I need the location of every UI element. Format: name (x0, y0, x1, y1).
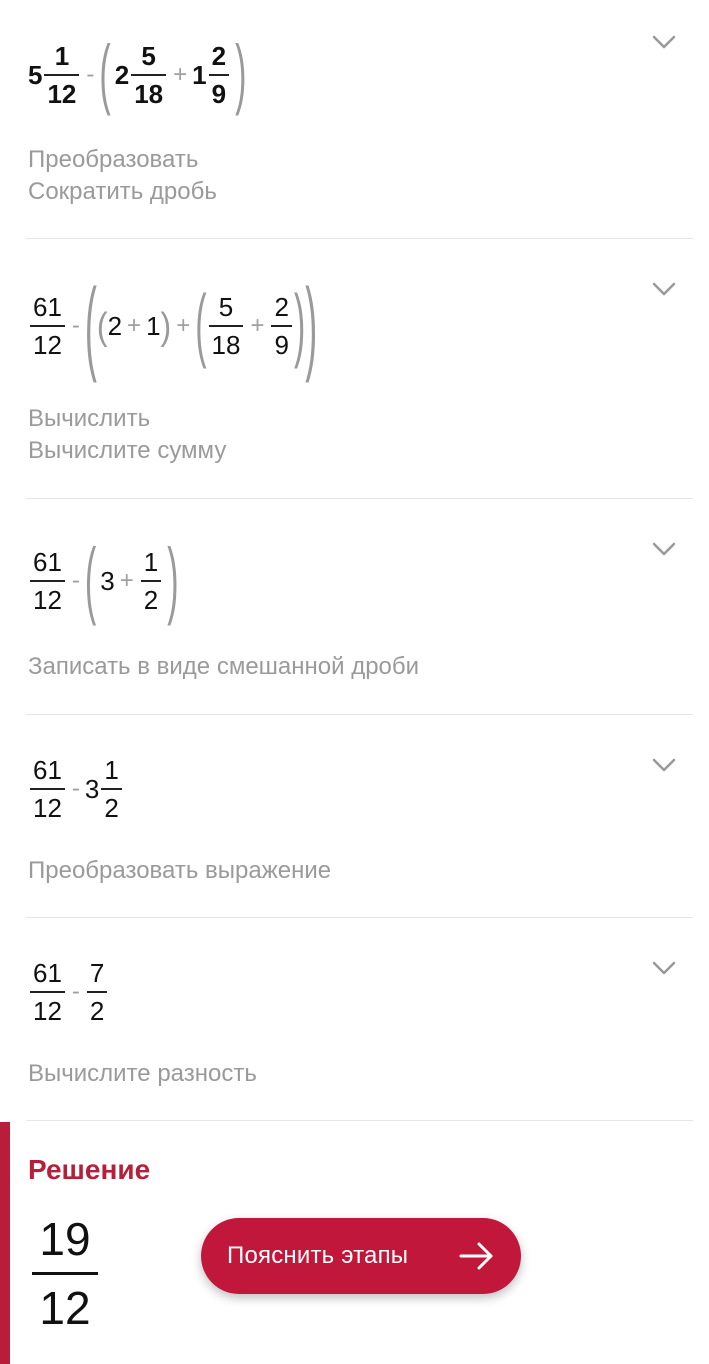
step-title: Преобразовать (28, 146, 199, 173)
close-paren: ) (305, 265, 318, 384)
open-paren: ( (99, 30, 111, 118)
close-paren: ) (167, 532, 179, 628)
solution-accent-bar (0, 1122, 10, 1364)
step-subtitle: Сократить дробь (28, 178, 217, 205)
step-title: Записать в виде смешанной дроби (28, 653, 420, 680)
solution-panel (0, 1122, 709, 1364)
step-4 (0, 715, 709, 918)
fraction: $\frac{2}{9}$ (271, 292, 291, 360)
step-title: Вычислить (28, 405, 151, 432)
fraction: $\frac{7}{2}$ (87, 958, 107, 1026)
fraction: $\frac{61}{12}$ (30, 755, 65, 823)
chevron-down-icon[interactable] (651, 958, 677, 978)
solution-title: Решение (28, 1154, 151, 1185)
fraction: $\frac{2}{9}$ (209, 41, 229, 109)
explain-steps-button[interactable] (201, 1218, 521, 1294)
step-title: Вычислите разность (28, 1060, 257, 1087)
open-paren: ( (96, 303, 108, 347)
step-2-expression (28, 265, 318, 384)
fraction: $\frac{1}{12}$ (44, 41, 79, 109)
chevron-down-icon[interactable] (651, 755, 677, 775)
number: 1 (146, 311, 161, 341)
chevron-down-icon[interactable] (651, 539, 677, 559)
minus-operator: - (86, 61, 95, 88)
plus-operator: + (176, 312, 191, 339)
whole-number: 3 (84, 774, 100, 804)
step-2 (0, 239, 709, 499)
fraction: $\frac{61}{12}$ (30, 292, 65, 360)
answer-numerator: 19 (39, 1213, 91, 1265)
plus-operator: + (119, 567, 134, 594)
minus-operator: - (71, 312, 80, 339)
step-title: Преобразовать выражение (28, 857, 332, 884)
whole-number: 2 (114, 60, 130, 90)
answer-denominator: 12 (39, 1282, 91, 1334)
divider (26, 1120, 693, 1121)
fraction: $\frac{61}{12}$ (30, 958, 65, 1026)
close-paren: ) (235, 30, 247, 118)
close-paren: ) (293, 279, 306, 371)
step-5 (0, 918, 709, 1121)
number: 3 (100, 566, 115, 596)
step-1-expression (28, 30, 246, 120)
open-paren: ( (84, 265, 97, 384)
minus-operator: - (71, 978, 80, 1005)
fraction: $\frac{5}{18}$ (131, 41, 166, 109)
fraction: $\frac{61}{12}$ (30, 547, 65, 615)
minus-operator: - (71, 775, 80, 802)
close-paren: ) (160, 303, 172, 347)
step-1 (0, 0, 709, 238)
step-4-expression (28, 747, 124, 831)
arrow-right-icon (457, 1238, 497, 1274)
step-subtitle: Вычислите сумму (28, 437, 227, 464)
step-3 (0, 499, 709, 715)
whole-number: 1 (192, 60, 207, 90)
chevron-down-icon[interactable] (651, 279, 677, 299)
open-paren: ( (84, 532, 97, 628)
solution-answer (32, 1214, 98, 1333)
explain-steps-label: Пояснить этапы (227, 1242, 409, 1269)
whole-number: 5 (28, 60, 43, 90)
fraction: $\frac{1}{2}$ (141, 547, 161, 615)
plus-operator: + (173, 61, 188, 88)
chevron-down-icon[interactable] (651, 32, 677, 52)
fraction: $\frac{1}{2}$ (101, 755, 121, 823)
step-5-expression (28, 950, 109, 1034)
step-3-expression (28, 531, 179, 631)
open-paren: ( (195, 279, 207, 371)
number: 2 (107, 311, 123, 341)
fraction: $\frac{5}{18}$ (209, 292, 244, 360)
plus-operator: + (127, 312, 142, 339)
minus-operator: - (71, 567, 80, 594)
plus-operator: + (250, 312, 265, 339)
